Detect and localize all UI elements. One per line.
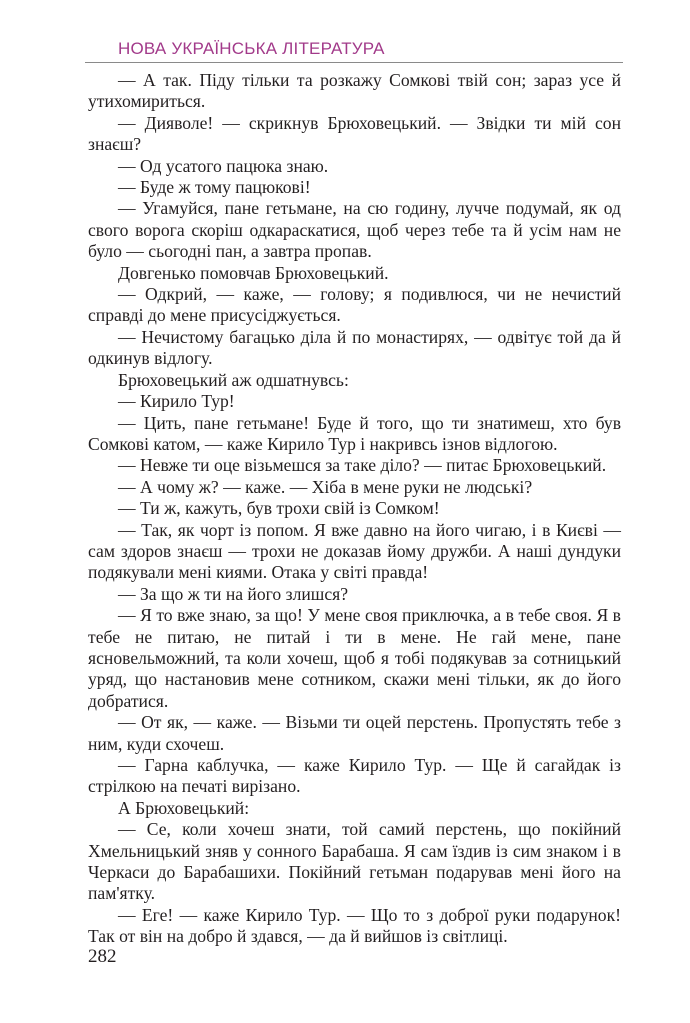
paragraph: — Од усатого пацюка знаю. <box>118 155 329 176</box>
paragraph: Брюховецький аж одшатнувсь: <box>118 369 349 390</box>
paragraph: — Дияволе! — скрикнув Брюховецький. — Звідки ти мій сон знаєш? <box>88 112 621 155</box>
paragraph: А Брюховецький: <box>118 797 250 818</box>
paragraph: — Цить, пане гетьмане! Буде й того, що ти знатимеш, хто був Сомкові катом, — каже Кирило Тур і накривсь ізнов відлогою. <box>88 412 621 454</box>
paragraph: — Се, коли хочеш знати, той самий перстень, що покійний Хмельницький зняв у сонного Барабаша. Я сам їздив із сим знаком і в Черкаси до Барабашихи. Покійний гетьман подарував мені його на пам'ятку. <box>88 819 621 904</box>
paragraph: — Ти ж, кажуть, був трохи свій із Сомком! <box>118 498 440 519</box>
paragraph: — Нечистому багацько діла й по монастирях, — одвітує той да й одкинув відлогу. <box>88 326 621 369</box>
paragraph: Довгенько помовчав Брюховецький. <box>118 262 389 283</box>
paragraph: — Так, як чорт із попом. Я вже давно на його чигаю, і в Києві — сам здоров знаєш — трохи не доказав йому дружби. А наші дундуки подякували мені киями. Отака у світі правда! <box>88 519 621 583</box>
paragraph: — Еге! — каже Кирило Тур. — Що то з доброї руки подарунок! Так от він на добро й здався, — да й вийшов із світлиці. <box>88 904 621 947</box>
paragraph: — От як, — каже. — Візьми ти оцей перстень. Пропустять тебе з ним, куди схочеш. <box>88 712 621 754</box>
page-number: 282 <box>88 946 117 967</box>
paragraph: — Невже ти оце візьмешся за таке діло? — питає Брюховецький. <box>118 455 607 476</box>
paragraph: — За що ж ти на його злишся? <box>118 583 349 604</box>
paragraph: — А чому ж? — каже. — Хіба в мене руки не людські? <box>118 476 533 497</box>
body-text <box>88 70 621 948</box>
paragraph: — Буде ж тому пацюкові! <box>118 177 311 198</box>
running-header: НОВА УКРАЇНСЬКА ЛІТЕРАТУРА <box>118 39 385 58</box>
paragraph: — Одкрий, — каже, — голову; я подивлюся, чи не нечистий справді до мене присусіджується. <box>88 284 621 326</box>
paragraph: — Угамуйся, пане гетьмане, на сю годину, лучче подумай, як од свого ворога скоріш одкараскатися, щоб через тебе та й усім нам не було — сьогодні пан, а завтра пропав. <box>88 198 621 262</box>
paragraph: — А так. Піду тільки та розкажу Сомкові твій сон; зараз усе й утихомириться. <box>88 70 621 112</box>
paragraph: — Кирило Тур! <box>118 391 235 412</box>
paragraph: — Гарна каблучка, — каже Кирило Тур. — Ще й сагайдак із стрілкою на печаті вирізано. <box>88 755 621 797</box>
header-rule <box>85 62 623 63</box>
paragraph: — Я то вже знаю, за що! У мене своя приключка, а в тебе своя. Я в тебе не питаю, не питай і ти в мене. Не гай мене, пане ясновельможний, та коли хочеш, щоб я тобі подякував за сотницький уряд, що настановив мене сотником, скажи мені тільки, як до його добратися. <box>88 605 621 711</box>
